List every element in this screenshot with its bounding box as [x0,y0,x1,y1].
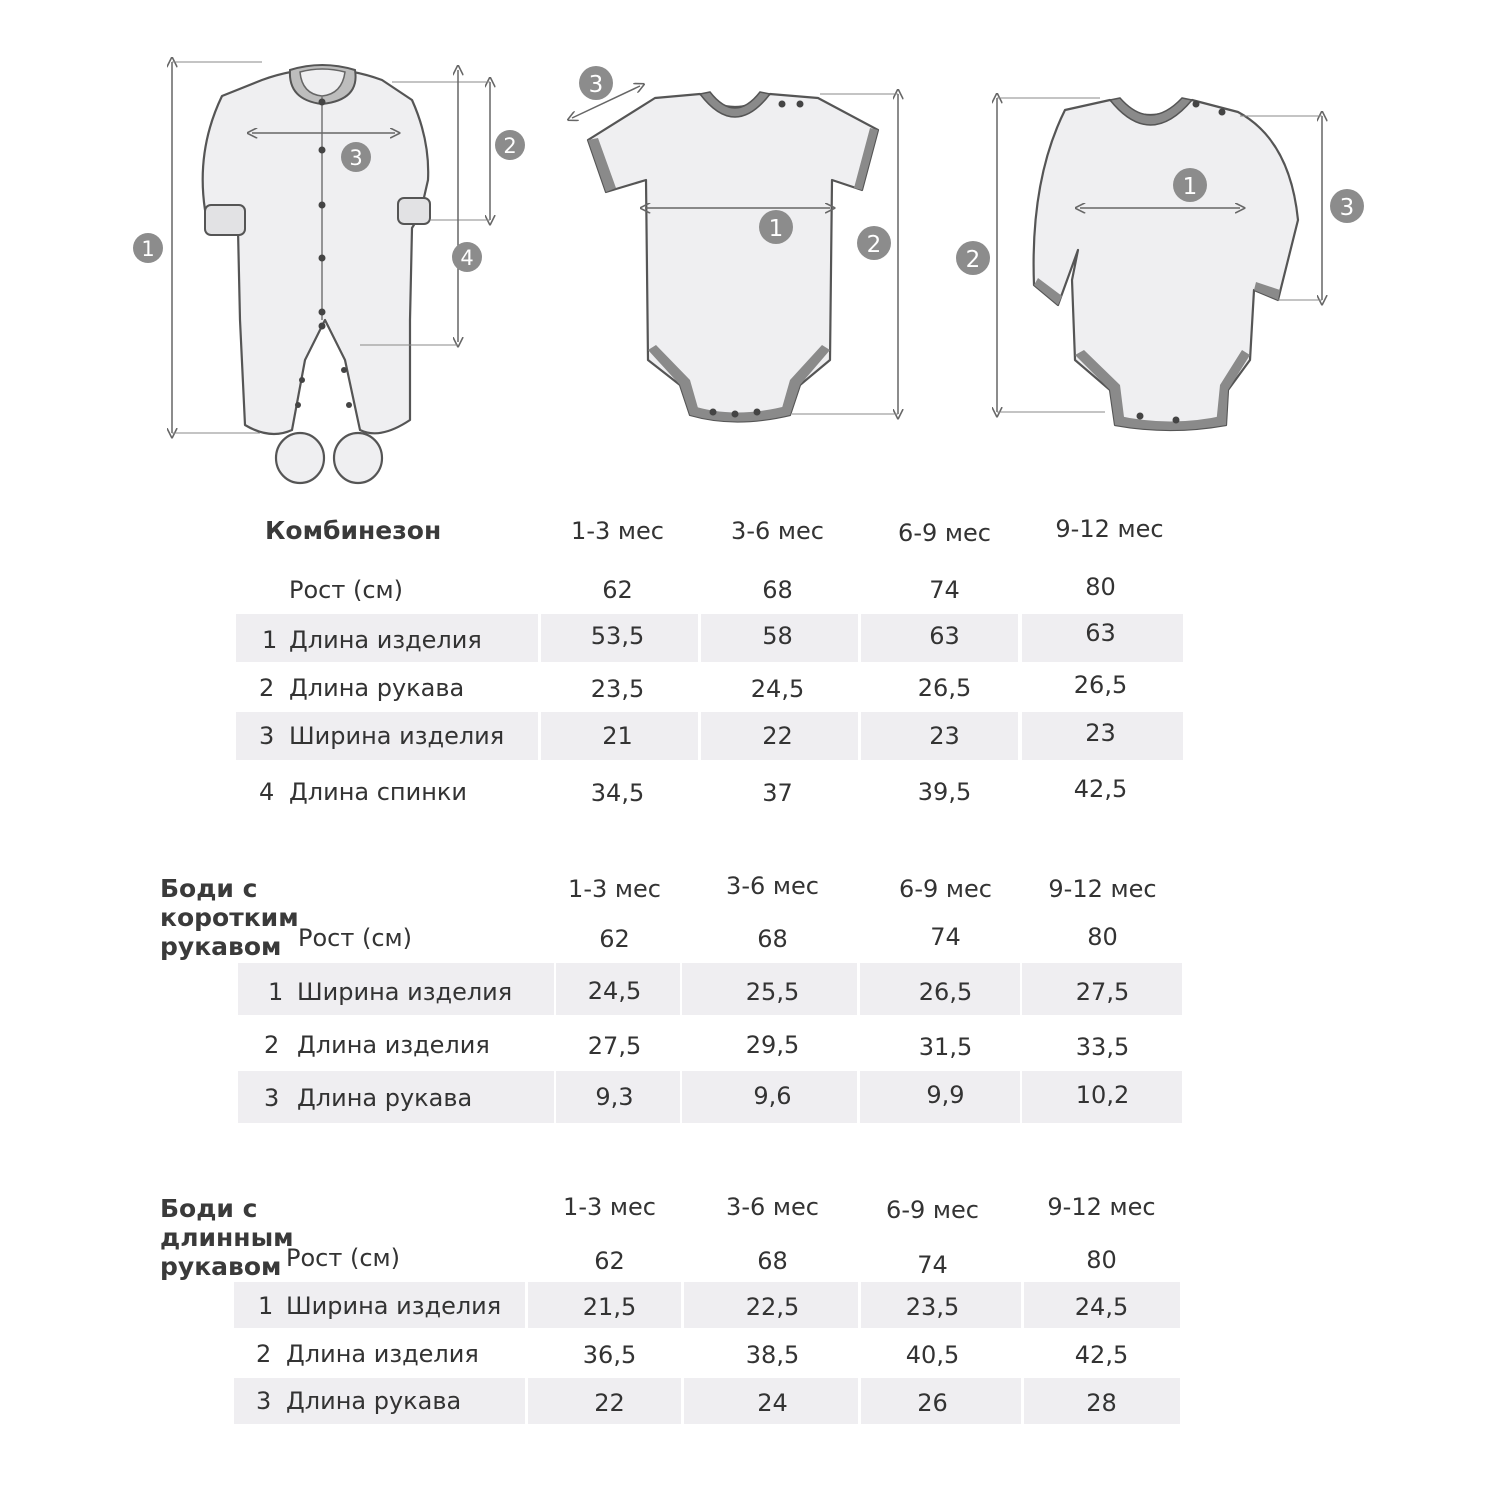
row-value: 40,5 [905,1341,960,1369]
row-value: 10,2 [1075,1081,1130,1109]
height-value: 74 [930,923,961,951]
svg-text:2: 2 [965,247,981,273]
table-row [238,1071,1182,1123]
garment-diagrams [0,0,1500,500]
row-number: 1 [262,626,278,654]
size-header: 6-9 мес [898,519,991,547]
measure-marker [579,66,613,100]
measure-marker [857,226,891,260]
height-value: 68 [757,925,788,953]
row-value: 26,5 [918,978,973,1006]
size-header: 1-3 мес [563,1193,656,1221]
row-value: 26,5 [1073,671,1128,699]
table-row [234,1330,1180,1376]
table-row [236,614,1183,662]
row-number: 1 [258,1292,274,1320]
size-header: 1-3 мес [571,517,664,545]
row-value: 38,5 [745,1341,800,1369]
table-row [234,1378,1180,1424]
row-label: Длина рукава [286,1387,462,1415]
jumpsuit-drawing [172,62,490,483]
svg-text:1: 1 [1182,174,1198,200]
row-label: Ширина изделия [289,722,505,750]
height-value: 80 [1086,1246,1117,1274]
measure-marker [133,233,163,263]
row-value: 9,6 [753,1082,792,1110]
row-label: Ширина изделия [297,978,513,1006]
row-label: Длина спинки [289,778,467,806]
measure-marker [1330,189,1364,223]
height-label: Рост (см) [298,924,412,952]
size-header: 6-9 мес [886,1196,979,1224]
size-header: 3-6 мес [726,1193,819,1221]
table-row [236,765,1183,813]
row-value: 22 [594,1389,625,1417]
height-value: 80 [1085,573,1116,601]
row-value: 37 [762,779,793,807]
height-value: 68 [757,1247,788,1275]
row-label: Длина изделия [297,1031,490,1059]
measure-marker [341,142,371,172]
svg-text:1: 1 [768,216,784,242]
row-label: Длина изделия [286,1340,479,1368]
svg-text:2: 2 [866,232,882,258]
svg-text:3: 3 [588,72,604,98]
table-title: Боди с длинным рукавом [160,1194,294,1281]
row-label: Длина изделия [289,626,482,654]
size-header: 1-3 мес [568,875,661,903]
height-value: 68 [762,576,793,604]
bodysuit-long-drawing [997,98,1322,430]
row-value: 24,5 [587,977,642,1005]
row-number: 3 [264,1084,280,1112]
size-header: 9-12 мес [1055,515,1164,543]
svg-text:4: 4 [460,246,474,270]
row-value: 21,5 [582,1293,637,1321]
size-header: 6-9 мес [899,875,992,903]
height-label: Рост (см) [286,1244,400,1272]
row-label: Длина рукава [289,674,465,702]
row-number: 3 [259,722,275,750]
row-value: 34,5 [590,779,645,807]
row-value: 24,5 [1074,1293,1129,1321]
row-label: Длина рукава [297,1084,473,1112]
height-value: 74 [917,1251,948,1279]
row-number: 2 [264,1031,280,1059]
height-value: 62 [599,925,630,953]
measure-marker [956,241,990,275]
height-value: 62 [594,1247,625,1275]
row-value: 23 [1085,719,1116,747]
row-number: 3 [256,1387,272,1415]
measure-marker [759,210,793,244]
row-value: 23 [929,722,960,750]
table-title: Боди с коротким рукавом [160,874,299,961]
svg-text:3: 3 [349,146,363,170]
height-value: 74 [929,576,960,604]
svg-text:1: 1 [141,237,155,261]
row-value: 31,5 [918,1033,973,1061]
row-number: 1 [268,978,284,1006]
row-value: 42,5 [1074,1341,1129,1369]
row-value: 33,5 [1075,1033,1130,1061]
table-row [238,1017,1182,1069]
height-value: 80 [1087,923,1118,951]
table-row [234,1282,1180,1328]
row-number: 4 [259,778,275,806]
row-value: 63 [1085,619,1116,647]
row-value: 26 [917,1389,948,1417]
row-value: 27,5 [1075,978,1130,1006]
row-value: 25,5 [745,978,800,1006]
row-number: 2 [259,674,275,702]
row-value: 27,5 [587,1032,642,1060]
row-value: 42,5 [1073,775,1128,803]
table-row [236,663,1183,711]
row-value: 22,5 [745,1293,800,1321]
measure-marker [452,242,482,272]
height-value: 62 [602,576,633,604]
row-value: 9,9 [926,1081,965,1109]
bodysuit-short-drawing [572,86,898,422]
size-header: 9-12 мес [1047,1193,1156,1221]
height-label: Рост (см) [289,576,403,604]
table-row [236,712,1183,760]
row-value: 36,5 [582,1341,637,1369]
row-value: 28 [1086,1389,1117,1417]
row-value: 39,5 [917,778,972,806]
row-value: 53,5 [590,622,645,650]
table-title: Комбинезон [265,516,442,545]
row-value: 23,5 [590,675,645,703]
size-header: 3-6 мес [726,872,819,900]
size-header: 3-6 мес [731,517,824,545]
row-value: 23,5 [905,1293,960,1321]
table-row [238,963,1182,1015]
row-value: 58 [762,622,793,650]
row-value: 63 [929,622,960,650]
row-value: 21 [602,722,633,750]
measure-marker [1173,168,1207,202]
row-value: 24 [757,1389,788,1417]
measure-marker [495,130,525,160]
row-value: 24,5 [750,675,805,703]
svg-text:3: 3 [1339,195,1355,221]
svg-text:2: 2 [503,134,517,158]
row-value: 29,5 [745,1031,800,1059]
row-value: 9,3 [595,1083,634,1111]
row-value: 26,5 [917,674,972,702]
row-label: Ширина изделия [286,1292,502,1320]
size-header: 9-12 мес [1048,875,1157,903]
row-number: 2 [256,1340,272,1368]
row-value: 22 [762,722,793,750]
diagram-svg [0,0,1500,500]
